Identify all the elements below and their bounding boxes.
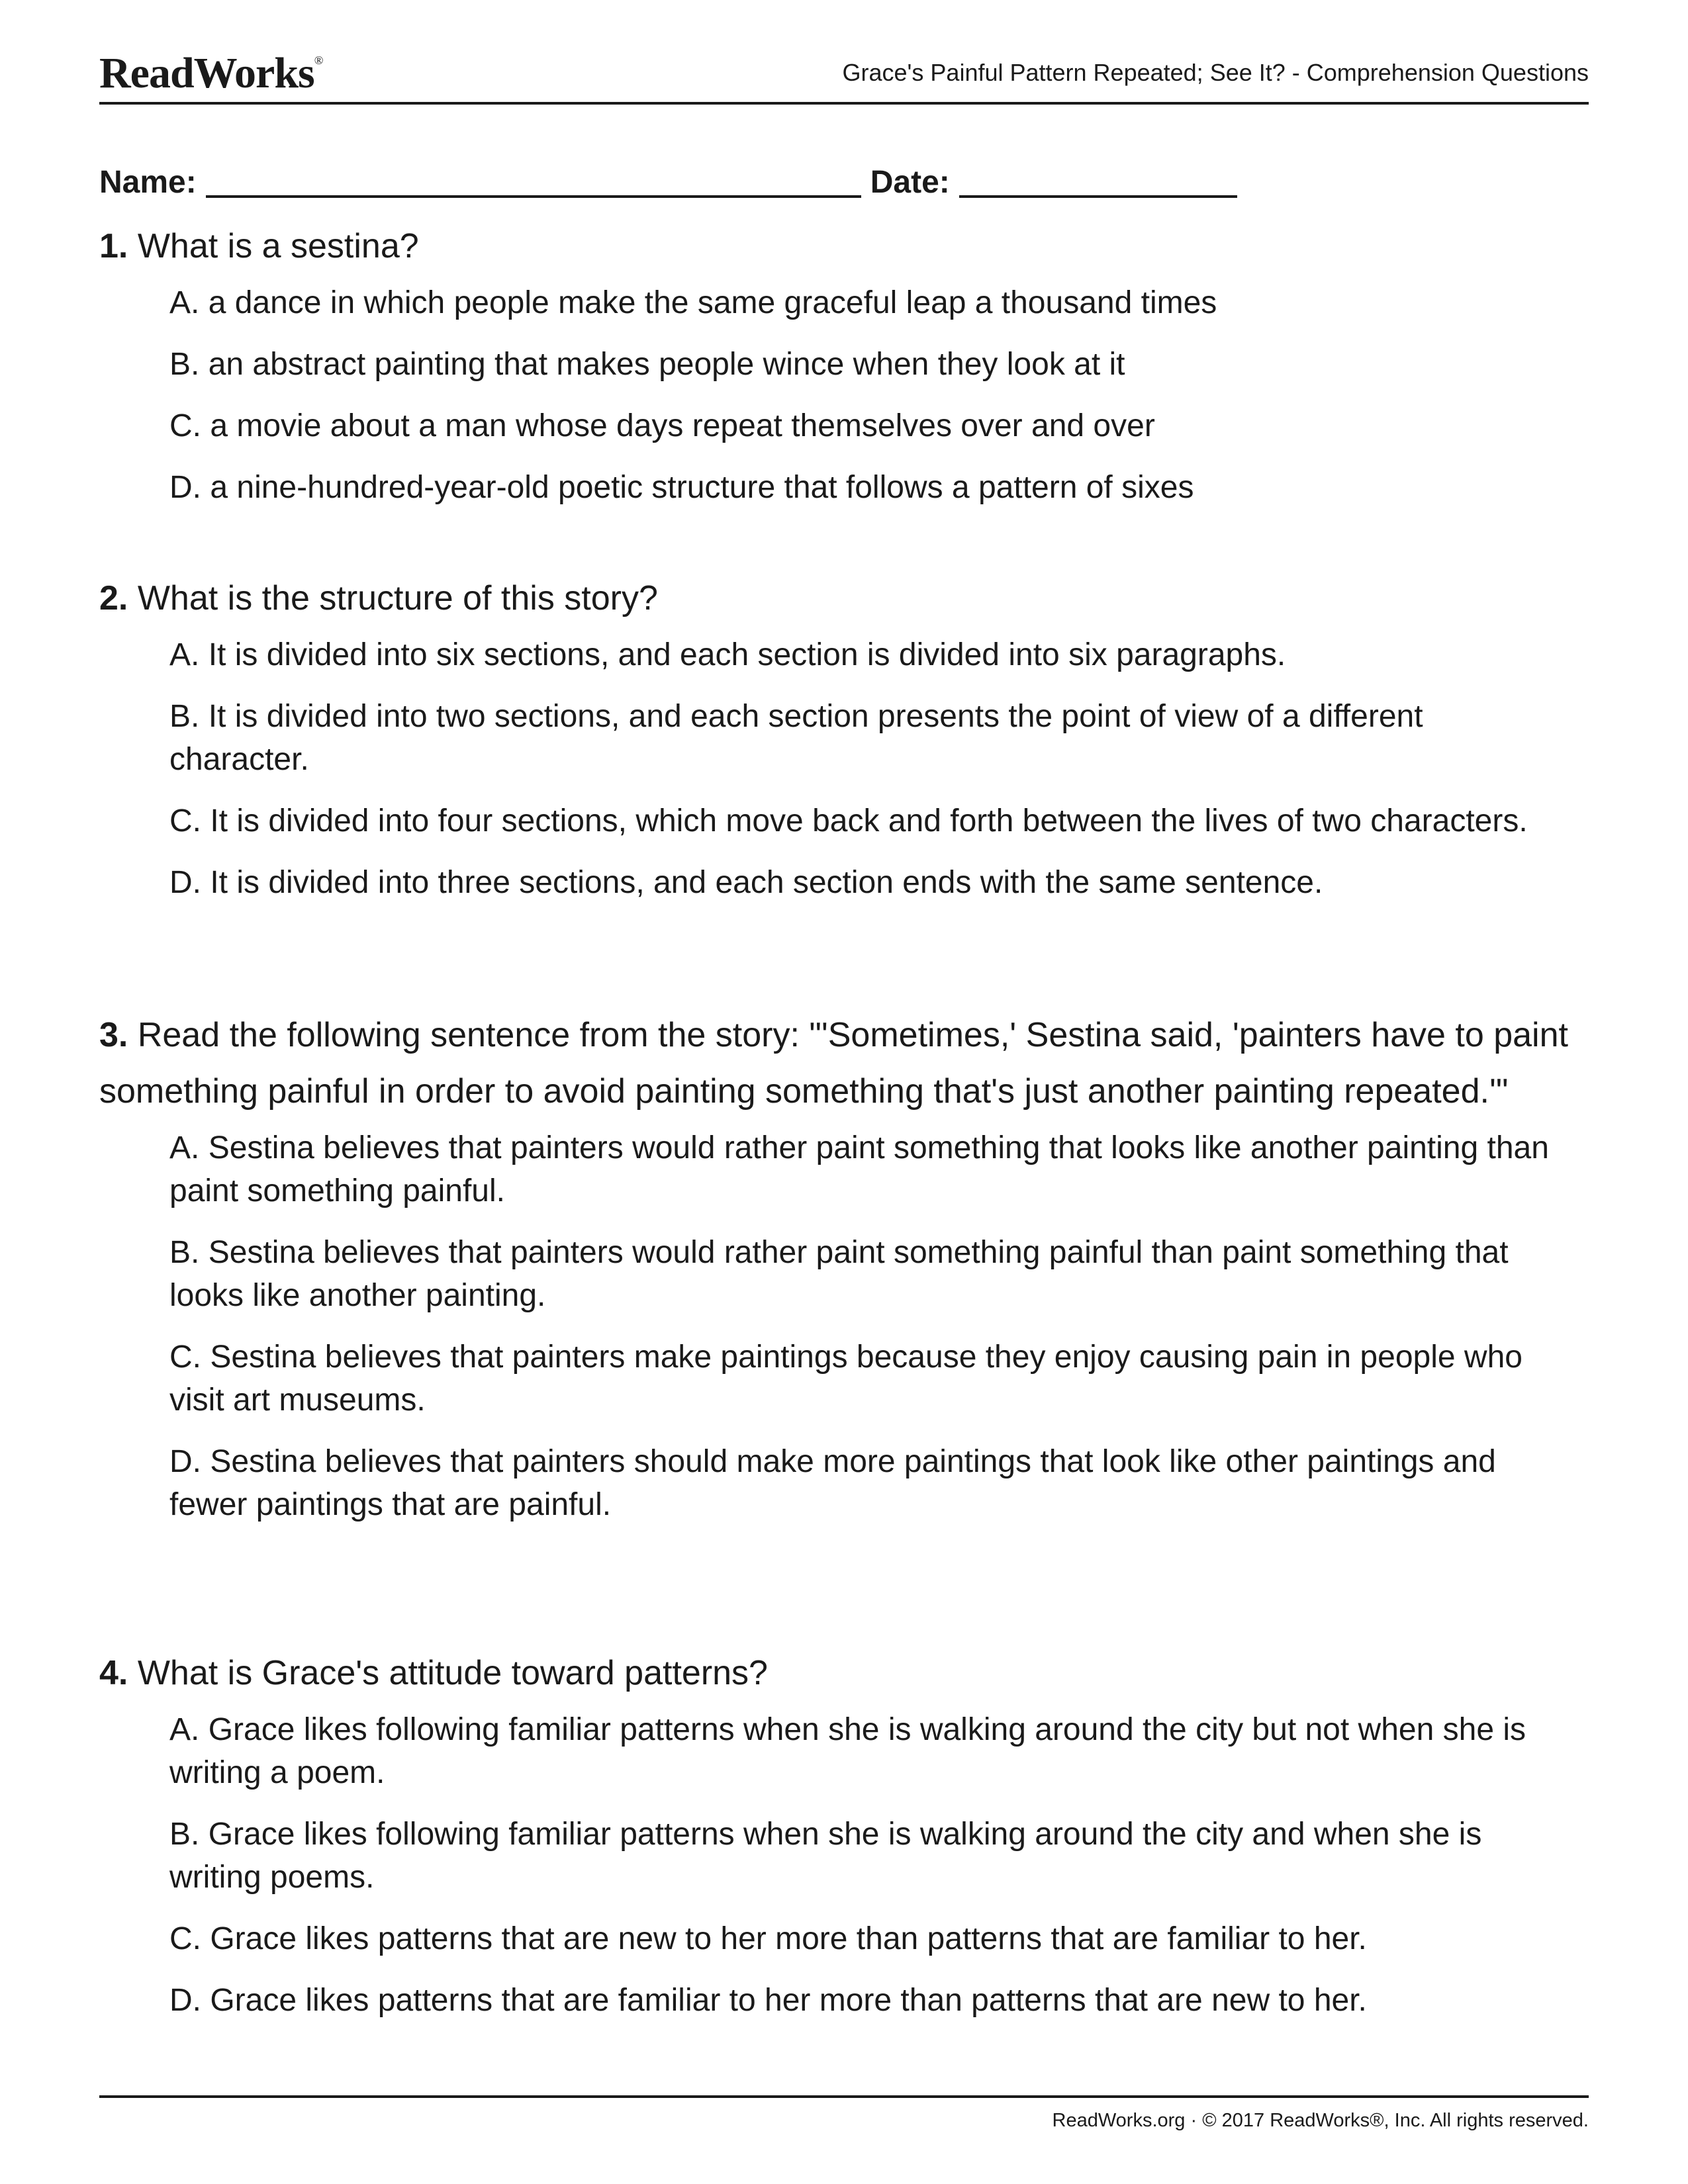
choice-c[interactable]: C. Sestina believes that painters make paintings because they enjoy causing pain in people who visit art museums. xyxy=(169,1340,1523,1418)
question-1 xyxy=(99,218,1589,527)
choice-b[interactable]: B. Sestina believes that painters would rather paint something painful than paint something that looks like another painting. xyxy=(169,1235,1509,1313)
choice-b[interactable]: B. Grace likes following familiar patterns when she is walking around the city and when she is writing poems. xyxy=(169,1817,1482,1895)
choice-a[interactable]: A. It is divided into six sections, and each section is divided into six paragraphs. xyxy=(169,637,1286,672)
name-label: Name: xyxy=(99,165,197,200)
answer-choices xyxy=(169,1708,1589,2022)
name-date-row xyxy=(99,165,1237,201)
header-divider xyxy=(99,102,1589,105)
choice-a[interactable]: A. a dance in which people make the same graceful leap a thousand times xyxy=(169,285,1217,320)
choice-d[interactable]: D. Sestina believes that painters should make more paintings that look like other paintings and fewer paintings that are painful. xyxy=(169,1444,1496,1522)
choice-c[interactable]: C. It is divided into four sections, which move back and forth between the lives of two characters. xyxy=(169,803,1528,839)
choice-a[interactable]: A. Sestina believes that painters would rather paint something that looks like another painting than paint something painful. xyxy=(169,1130,1549,1208)
answer-choices xyxy=(169,281,1589,509)
choice-b[interactable]: B. It is divided into two sections, and each section presents the point of view of a different character. xyxy=(169,699,1423,777)
question-2 xyxy=(99,570,1589,923)
question-3 xyxy=(99,1007,1589,1545)
question-prompt: 1. What is a sestina? xyxy=(99,227,419,265)
question-4 xyxy=(99,1645,1589,2040)
question-prompt: 2. What is the structure of this story? xyxy=(99,579,658,617)
choice-c[interactable]: C. a movie about a man whose days repeat themselves over and over xyxy=(169,408,1155,443)
question-prompt: 3. Read the following sentence from the story: "'Sometimes,' Sestina said, 'painters have to paint something painful in order to avoid painting something that's just another painting repeated.'" xyxy=(99,1016,1568,1111)
choice-c[interactable]: C. Grace likes patterns that are new to her more than patterns that are familiar to her. xyxy=(169,1921,1367,1956)
answer-choices xyxy=(169,633,1589,904)
answer-choices xyxy=(169,1126,1589,1526)
date-label: Date: xyxy=(870,165,950,200)
date-blank[interactable] xyxy=(959,166,1237,198)
choice-d[interactable]: D. a nine-hundred-year-old poetic structure that follows a pattern of sixes xyxy=(169,470,1194,505)
question-prompt: 4. What is Grace's attitude toward patterns? xyxy=(99,1654,768,1692)
choice-d[interactable]: D. Grace likes patterns that are familiar to her more than patterns that are new to her. xyxy=(169,1983,1367,2018)
copyright-footer: ReadWorks.org · © 2017 ReadWorks®, Inc. All rights reserved. xyxy=(1052,2110,1589,2131)
choice-b[interactable]: B. an abstract painting that makes people wince when they look at it xyxy=(169,347,1125,382)
name-blank[interactable] xyxy=(206,166,861,198)
choice-d[interactable]: D. It is divided into three sections, and each section ends with the same sentence. xyxy=(169,865,1323,900)
readworks-logo: ReadWorks® xyxy=(99,49,323,97)
document-title: Grace's Painful Pattern Repeated; See It? - Comprehension Questions xyxy=(842,59,1589,86)
choice-a[interactable]: A. Grace likes following familiar patterns when she is walking around the city but not when she is writing a poem. xyxy=(169,1712,1526,1790)
footer-divider xyxy=(99,2095,1589,2098)
